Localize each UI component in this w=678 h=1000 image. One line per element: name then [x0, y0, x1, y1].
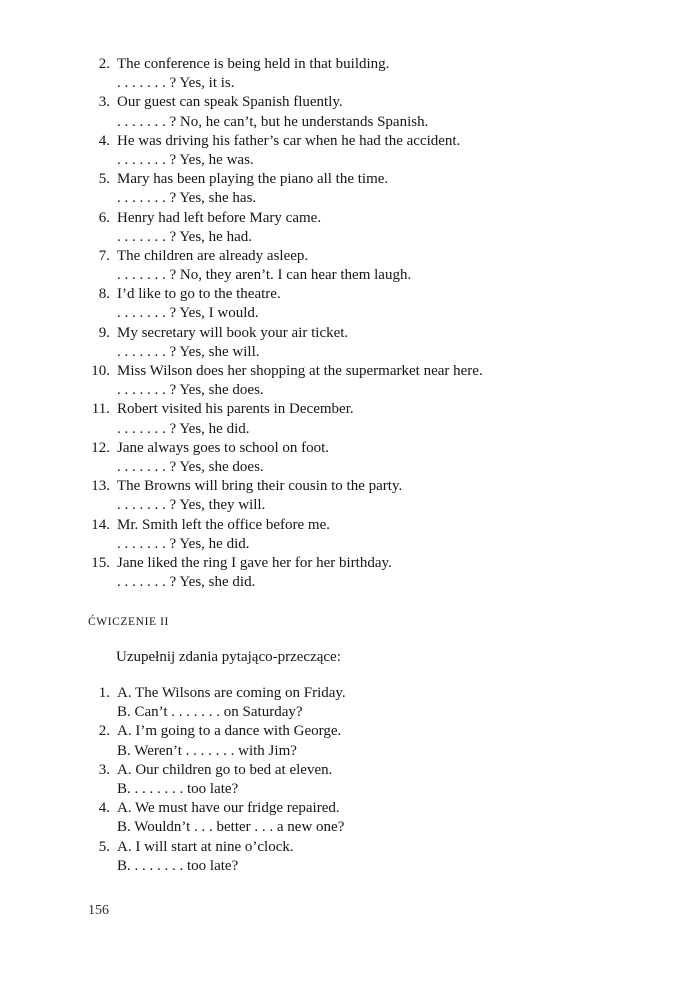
dialogue-line-b: B. Weren’t . . . . . . . with Jim? [117, 742, 297, 759]
item-sentence: Jane always goes to school on foot. [117, 439, 330, 456]
item-sentence: Jane liked the ring I gave her for her birthday. [117, 554, 392, 571]
item-sentence: The children are already asleep. [117, 247, 309, 264]
exercise-item [84, 477, 664, 515]
item-number: 7. [98, 247, 110, 264]
item-number: 6. [98, 209, 110, 226]
item-number: 2. [98, 56, 110, 72]
item-answer-prompt: . . . . . . . ? Yes, they will. [117, 497, 266, 514]
item-sentence: Our guest can speak Spanish fluently. [117, 94, 343, 111]
item-sentence: Mr. Smith left the office before me. [117, 516, 330, 533]
item-answer-prompt: . . . . . . . ? Yes, he was. [117, 151, 254, 168]
dialogue-line-b: B. . . . . . . . too late? [117, 857, 239, 874]
exercise-item [84, 247, 664, 285]
item-number: 1. [98, 685, 110, 701]
item-number: 5. [98, 838, 110, 855]
exercise-item [84, 516, 664, 554]
item-number: 2. [98, 723, 110, 740]
exercise-item [84, 684, 664, 722]
dialogue-line-a: A. We must have our fridge repaired. [117, 800, 340, 817]
item-number: 3. [98, 94, 110, 111]
exercise-item [84, 799, 664, 837]
exercise-item [84, 439, 664, 477]
exercise-item [84, 400, 664, 438]
dialogue-line-a: A. The Wilsons are coming on Friday. [117, 685, 346, 701]
item-sentence: Robert visited his parents in December. [117, 401, 354, 418]
dialogue-line-b: B. Can’t . . . . . . . on Saturday? [117, 704, 303, 721]
item-answer-prompt: . . . . . . . ? No, he can’t, but he understands Spanish. [117, 113, 429, 130]
item-answer-prompt: . . . . . . . ? Yes, she will. [117, 343, 260, 360]
exercise-item [84, 93, 664, 131]
item-answer-prompt: . . . . . . . ? Yes, he had. [117, 228, 252, 245]
item-number: 13. [91, 478, 110, 495]
item-number: 10. [91, 363, 110, 379]
item-sentence: Miss Wilson does her shopping at the supermarket near here. [117, 363, 483, 379]
item-answer-prompt: . . . . . . . ? No, they aren’t. I can hear them laugh. [117, 267, 412, 284]
item-number: 4. [98, 132, 110, 149]
item-number: 14. [91, 516, 110, 533]
item-sentence: My secretary will book your air ticket. [117, 324, 349, 341]
item-sentence: Henry had left before Mary came. [117, 209, 322, 226]
item-answer-prompt: . . . . . . . ? Yes, I would. [117, 305, 259, 322]
item-number: 8. [98, 286, 110, 303]
item-number: 3. [98, 761, 110, 778]
exercise-item [84, 285, 664, 323]
exercise-heading: ĆWICZENIE II [88, 616, 169, 628]
item-sentence: Mary has been playing the piano all the time. [117, 171, 389, 188]
item-number: 5. [98, 171, 110, 188]
item-answer-prompt: . . . . . . . ? Yes, she does. [117, 458, 264, 475]
dialogue-line-a: A. Our children go to bed at eleven. [117, 761, 333, 778]
item-sentence: The conference is being held in that building. [117, 56, 390, 72]
exercise-item [84, 838, 664, 876]
exercise-list-2 [84, 684, 664, 876]
exercise-list-previous [84, 55, 664, 592]
item-sentence: The Browns will bring their cousin to the party. [117, 478, 403, 495]
exercise-item [84, 170, 664, 208]
item-answer-prompt: . . . . . . . ? Yes, he did. [117, 535, 250, 552]
item-number: 4. [98, 800, 110, 817]
item-answer-prompt: . . . . . . . ? Yes, she did. [117, 574, 256, 591]
item-number: 12. [91, 439, 110, 456]
item-sentence: He was driving his father’s car when he had the accident. [117, 132, 461, 149]
exercise-instruction: Uzupełnij zdania pytająco-przeczące: [116, 649, 341, 665]
item-number: 9. [98, 324, 110, 341]
exercise-item [84, 554, 664, 592]
item-number: 15. [91, 554, 110, 571]
dialogue-line-a: A. I will start at nine o’clock. [117, 838, 294, 855]
item-answer-prompt: . . . . . . . ? Yes, she does. [117, 382, 264, 399]
item-answer-prompt: . . . . . . . ? Yes, it is. [117, 75, 235, 92]
item-number: 11. [91, 401, 110, 418]
exercise-item [84, 761, 664, 799]
exercise-item [84, 55, 664, 93]
exercise-item [84, 132, 664, 170]
dialogue-line-b: B. . . . . . . . too late? [117, 780, 239, 797]
dialogue-line-b: B. Wouldn’t . . . better . . . a new one? [117, 819, 345, 836]
exercise-item [84, 209, 664, 247]
exercise-item [84, 722, 664, 760]
exercise-item [84, 362, 664, 400]
page-number: 156 [88, 903, 109, 918]
item-sentence: I’d like to go to the theatre. [117, 286, 281, 303]
exercise-item [84, 324, 664, 362]
dialogue-line-a: A. I’m going to a dance with George. [117, 723, 342, 740]
item-answer-prompt: . . . . . . . ? Yes, she has. [117, 190, 257, 207]
item-answer-prompt: . . . . . . . ? Yes, he did. [117, 420, 250, 437]
